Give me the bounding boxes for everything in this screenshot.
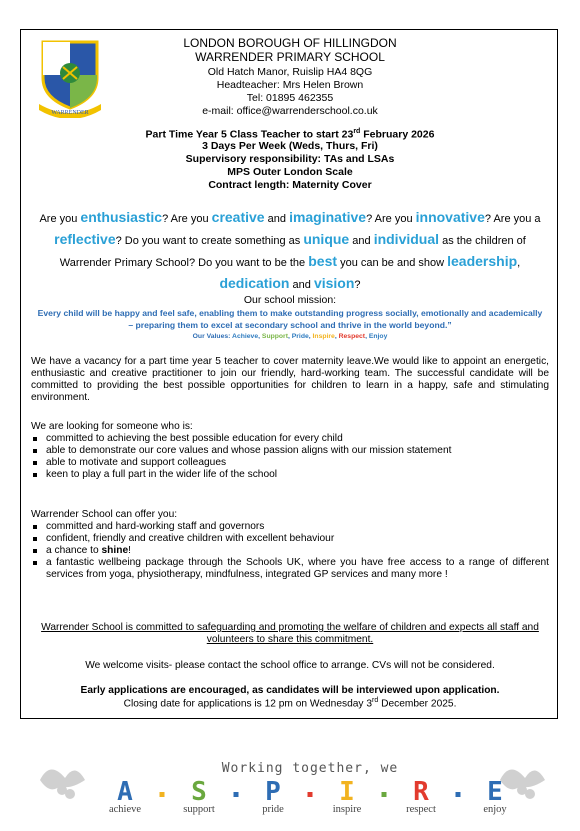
value-support: Support [261, 333, 288, 340]
school-address: Old Hatch Manor, Ruislip HA4 8QG [207, 66, 373, 78]
visits-text: We welcome visits- please contact the school office to arrange. CVs will not be considered. [85, 660, 495, 671]
holly-decoration-right-icon [500, 769, 545, 799]
aspire-letter-s: S [191, 777, 207, 807]
job-title: Part Time Year 5 Class Teacher to start 23rd February 2026 [145, 128, 435, 141]
offer-heading: Warrender School can offer you: [31, 509, 178, 520]
telephone: Tel: 01895 462355 [246, 92, 334, 104]
headteacher: Headteacher: Mrs Helen Brown [216, 79, 364, 91]
list-item: confident, friendly and creative children with excellent behaviour [31, 533, 549, 545]
looking-list [31, 433, 549, 481]
job-days: 3 Days Per Week (Weds, Thurs, Fri) [202, 140, 378, 152]
borough-name: LONDON BOROUGH OF HILLINGDON [183, 36, 397, 50]
value-inspire: Inspire [312, 333, 335, 340]
job-scale: MPS Outer London Scale [227, 166, 353, 178]
holly-decoration-left-icon [40, 769, 85, 799]
mission-heading: Our school mission: [243, 294, 337, 306]
school-crest-icon [35, 38, 105, 118]
list-item: committed and hard-working staff and governors [31, 521, 549, 533]
aspire-letter-a: A [117, 777, 133, 807]
aspire-word-enjoy: enjoy [483, 804, 507, 815]
footer-tagline: Working together, we [221, 761, 399, 776]
aspire-letter-e: E [487, 777, 503, 807]
vacancy-paragraph: We have a vacancy for a part time year 5 teacher to cover maternity leave.We would like to appoint an energetic, enthusiastic and creative practitioner to join our friendly, hard-working team. The successful candidate will be committed to providing the best possible opportunities for children to learn in a happy, safe and stimulating environment. [31, 356, 549, 403]
list-item: able to motivate and support colleagues [31, 457, 549, 469]
list-item: committed to achieving the best possible education for every child [31, 433, 549, 445]
aspire-footer [30, 750, 550, 820]
aspire-word-support: support [183, 804, 215, 815]
email[interactable]: e-mail: office@warrenderschool.co.uk [202, 105, 378, 117]
value-respect: Respect [338, 333, 366, 340]
value-pride: Pride [291, 333, 309, 340]
aspire-letter-i: I [339, 777, 355, 807]
list-item: keen to play a full part in the wider life of the school [31, 469, 549, 481]
aspire-dot [234, 792, 239, 797]
closing-date: Closing date for applications is 12 pm on Wednesday 3rd December 2025. [123, 697, 457, 710]
list-item: a chance to shine! [31, 545, 549, 557]
aspire-letter-p: P [265, 777, 281, 807]
list-item: a fantastic wellbeing package through the Schools UK, where you have free access to a range of different services from yoga, physiotherapy, mindfulness, integrated GP services and many more ! [31, 557, 549, 581]
looking-heading: We are looking for someone who is: [31, 421, 193, 432]
aspire-letter-r: R [413, 777, 429, 807]
value-achieve: Achieve [232, 333, 259, 340]
aspire-word-achieve: achieve [108, 804, 142, 815]
aspire-dot [382, 792, 387, 797]
aspire-dot [456, 792, 461, 797]
aspire-word-inspire: inspire [332, 804, 362, 815]
early-applications: Early applications are encouraged, as candidates will be interviewed upon application. [80, 685, 500, 696]
aspire-word-pride: pride [262, 804, 284, 815]
school-name: WARRENDER PRIMARY SCHOOL [195, 50, 385, 64]
aspire-word-respect: respect [406, 804, 436, 815]
job-supervisory: Supervisory responsibility: TAs and LSAs [185, 153, 395, 165]
value-enjoy: Enjoy [368, 333, 388, 340]
crest-text: WARRENDER [51, 110, 89, 116]
aspire-dot [160, 792, 165, 797]
list-item: able to demonstrate our core values and whose passion aligns with our mission statement [31, 445, 549, 457]
mission-text: Every child will be happy and feel safe, enabling them to make outstanding progress socially, emotionally and academically – preparing them to excel at secondary school and thrive in the world beyond.” [37, 308, 543, 330]
intro-paragraph: Are you enthusiastic? Are you creative and imaginative? Are you innovative? Are you a reflective? Do you want to create something as unique and individual as the children of Warrender Primary School? Do you want to be the best you can be and show leadership, dedication and vision? [39, 209, 541, 291]
safeguarding-statement: Warrender School is committed to safeguarding and promoting the welfare of children and expects all staff and volunteers to share this commitment. [41, 622, 539, 645]
offer-list [31, 521, 549, 581]
school-values: Our Values: Achieve, Support, Pride, Inspire, Respect, Enjoy [192, 333, 388, 340]
job-contract: Contract length: Maternity Cover [208, 179, 372, 191]
aspire-dot [308, 792, 313, 797]
